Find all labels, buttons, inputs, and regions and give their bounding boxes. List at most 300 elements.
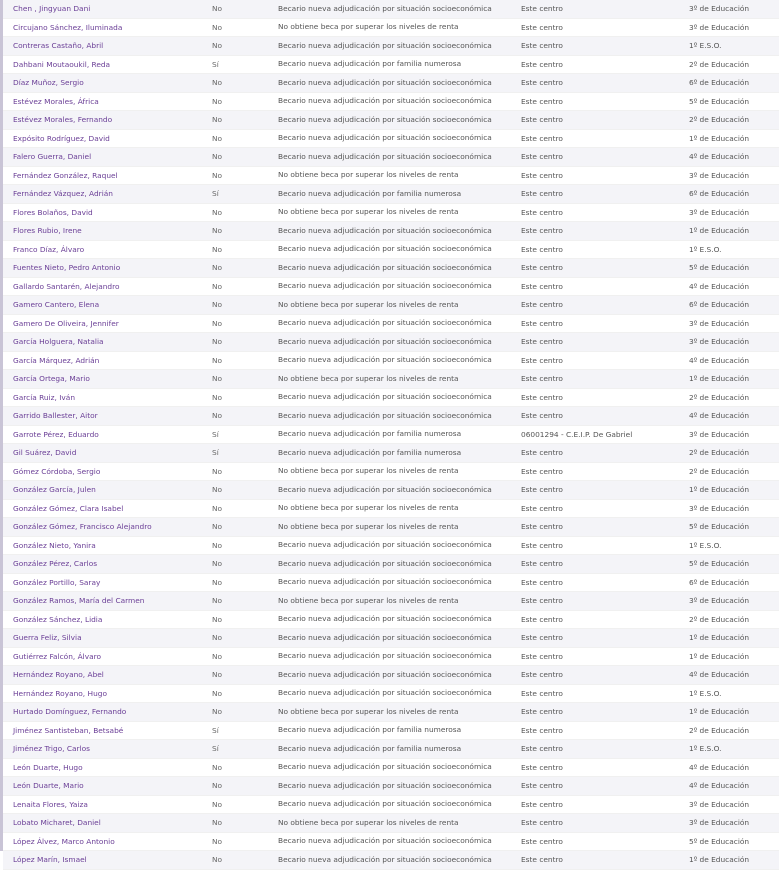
student-name-cell [3,430,212,439]
student-name-link[interactable]: González Sánchez, Lidia [13,614,103,624]
student-name-cell [3,800,212,809]
beca-status-cell: No obtiene beca por superar los niveles de renta [278,521,459,531]
beca-status-cell: Becario nueva adjudicación por situación socioeconómica [278,133,492,143]
curso-cell: 3º de Educación [689,337,750,347]
centro-cell: Este centro [521,670,563,680]
beca-status-cell: Becario nueva adjudicación por situación socioeconómica [278,632,492,642]
repetidor-cell: No [212,96,223,106]
beca-status-cell: Becario nueva adjudicación por situación socioeconómica [278,762,492,772]
table-row [3,740,779,759]
student-name-link[interactable]: Contreras Castaño, Abril [13,41,104,51]
beca-status-cell: Becario nueva adjudicación por situación socioeconómica [278,651,492,661]
student-name-cell [3,300,212,309]
beca-status-cell: Becario nueva adjudicación por situación socioeconómica [278,336,492,346]
table-row [3,463,779,482]
student-name-link[interactable]: Fuentes Nieto, Pedro Antonio [13,263,121,273]
centro-cell: Este centro [521,522,563,532]
beca-status-cell: Becario nueva adjudicación por situación socioeconómica [278,262,492,272]
table-row [3,537,779,556]
centro-cell: Este centro [521,300,563,310]
centro-cell: Este centro [521,651,563,661]
beca-status-cell: No obtiene beca por superar los niveles de renta [278,503,459,513]
table-row [3,703,779,722]
student-name-cell [3,670,212,679]
repetidor-cell: No [212,133,223,143]
table-row [3,685,779,704]
beca-status-cell: Becario nueva adjudicación por situación socioeconómica [278,355,492,365]
repetidor-cell: No [212,411,223,421]
student-name-link[interactable]: Dahbani Moutaoukil, Reda [13,59,111,69]
repetidor-cell: No [212,300,223,310]
student-name-link[interactable]: González Pérez, Carlos [13,559,98,569]
centro-cell: Este centro [521,337,563,347]
table-row [3,0,779,19]
beca-status-cell: No obtiene beca por superar los niveles de renta [278,207,459,217]
table-row [3,555,779,574]
repetidor-cell: No [212,651,223,661]
student-name-link[interactable]: Guerra Feliz, Silvia [13,633,82,643]
table-row [3,111,779,130]
curso-cell: 3º de Educación [689,4,750,14]
beca-status-cell: Becario nueva adjudicación por situación socioeconómica [278,688,492,698]
beca-status-cell: Becario nueva adjudicación por situación socioeconómica [278,392,492,402]
repetidor-cell: No [212,4,223,14]
beca-status-cell: Becario nueva adjudicación por situación socioeconómica [278,318,492,328]
repetidor-cell: No [212,22,223,32]
student-name-link[interactable]: Jiménez Santisteban, Betsabé [13,725,124,735]
student-name-link[interactable]: León Duarte, Hugo [13,762,83,772]
curso-cell: 5º de Educación [689,263,750,273]
beca-status-cell: Becario nueva adjudicación por situación socioeconómica [278,669,492,679]
student-name-cell [3,485,212,494]
table-row [3,259,779,278]
student-name-cell [3,837,212,846]
repetidor-cell: No [212,207,223,217]
student-name-cell [3,97,212,106]
centro-cell: Este centro [521,170,563,180]
centro-cell: Este centro [521,4,563,14]
student-name-link[interactable]: Díaz Muñoz, Sergio [13,78,84,88]
table-row [3,56,779,75]
student-name-cell [3,596,212,605]
centro-cell: Este centro [521,596,563,606]
table-row [3,851,779,870]
table-row [3,204,779,223]
student-name-cell [3,356,212,365]
centro-cell: Este centro [521,41,563,51]
student-name-cell [3,615,212,624]
student-name-link[interactable]: Circujano Sánchez, Iluminada [13,22,123,32]
student-name-link[interactable]: Estévez Morales, África [13,96,99,106]
student-name-link[interactable]: Gallardo Santarén, Alejandro [13,281,120,291]
repetidor-cell: No [212,485,223,495]
centro-cell: Este centro [521,559,563,569]
repetidor-cell: No [212,392,223,402]
beca-status-cell: No obtiene beca por superar los niveles de renta [278,817,459,827]
student-name-cell [3,189,212,198]
student-name-link[interactable]: González Gómez, Clara Isabel [13,503,124,513]
student-name-cell [3,411,212,420]
centro-cell: Este centro [521,725,563,735]
curso-cell: 1º de Educación [689,651,750,661]
student-name-cell [3,171,212,180]
repetidor-cell: No [212,818,223,828]
table-row [3,611,779,630]
curso-cell: 2º de Educación [689,115,750,125]
curso-cell: 1º E.S.O. [689,744,722,754]
student-name-cell [3,781,212,790]
centro-cell: Este centro [521,485,563,495]
student-name-cell [3,374,212,383]
table-row [3,777,779,796]
student-name-cell [3,689,212,698]
curso-cell: 1º E.S.O. [689,244,722,254]
table-row [3,814,779,833]
table-row [3,629,779,648]
table-row [3,426,779,445]
table-row [3,444,779,463]
beca-status-cell: No obtiene beca por superar los niveles de renta [278,299,459,309]
beca-status-cell: Becario nueva adjudicación por situación socioeconómica [278,577,492,587]
curso-cell: 5º de Educación [689,559,750,569]
student-name-cell [3,578,212,587]
table-row [3,296,779,315]
beca-status-cell: No obtiene beca por superar los niveles de renta [278,373,459,383]
centro-cell: Este centro [521,392,563,402]
centro-cell: Este centro [521,152,563,162]
beca-status-cell: No obtiene beca por superar los niveles de renta [278,706,459,716]
student-name-link[interactable]: Gutiérrez Falcón, Álvaro [13,651,102,661]
table-row [3,185,779,204]
table-row [3,574,779,593]
student-name-link[interactable]: García Ruiz, Iván [13,392,76,402]
student-name-link[interactable]: Hernández Royano, Abel [13,670,104,680]
beca-status-cell: No obtiene beca por superar los niveles de renta [278,595,459,605]
student-name-cell [3,393,212,402]
curso-cell: 3º de Educación [689,429,750,439]
repetidor-cell: No [212,577,223,587]
table-row [3,333,779,352]
curso-cell: 1º de Educación [689,855,750,865]
curso-cell: 2º de Educación [689,392,750,402]
centro-cell: Este centro [521,855,563,865]
centro-cell: Este centro [521,96,563,106]
student-name-cell [3,134,212,143]
student-name-cell [3,559,212,568]
curso-cell: 4º de Educación [689,281,750,291]
student-name-link[interactable]: Jiménez Trigo, Carlos [13,744,91,754]
beca-status-cell: Becario nueva adjudicación por situación socioeconómica [278,836,492,846]
repetidor-cell: No [212,540,223,550]
centro-cell: Este centro [521,614,563,624]
repetidor-cell: No [212,115,223,125]
centro-cell: Este centro [521,411,563,421]
student-name-link[interactable]: Garrido Ballester, Aitor [13,411,98,421]
repetidor-cell: No [212,318,223,328]
repetidor-cell: No [212,614,223,624]
repetidor-cell: No [212,503,223,513]
beca-status-cell: Becario nueva adjudicación por situación socioeconómica [278,151,492,161]
centro-cell: Este centro [521,633,563,643]
centro-cell: Este centro [521,374,563,384]
repetidor-cell: No [212,707,223,717]
student-name-cell [3,41,212,50]
centro-cell: Este centro [521,78,563,88]
beca-status-cell: Becario nueva adjudicación por situación socioeconómica [278,854,492,864]
curso-cell: 3º de Educación [689,170,750,180]
student-name-link[interactable]: López Álvez, Marco Antonio [13,836,115,846]
student-name-link[interactable]: García Ortega, Mario [13,374,90,384]
student-name-cell [3,448,212,457]
curso-cell: 2º de Educación [689,614,750,624]
student-name-cell [3,744,212,753]
table-row [3,648,779,667]
repetidor-cell: No [212,226,223,236]
curso-cell: 1º de Educación [689,133,750,143]
student-name-cell [3,319,212,328]
student-name-link[interactable]: Franco Díaz, Álvaro [13,244,85,254]
table-row [3,37,779,56]
repetidor-cell: No [212,799,223,809]
student-name-cell [3,115,212,124]
centro-cell: Este centro [521,226,563,236]
beca-status-cell: Becario nueva adjudicación por situación socioeconómica [278,410,492,420]
student-name-link[interactable]: Flores Bolaños, David [13,207,93,217]
student-name-link[interactable]: García Márquez, Adrián [13,355,100,365]
student-name-cell [3,818,212,827]
repetidor-cell: Sí [212,59,219,69]
curso-cell: 3º de Educación [689,318,750,328]
table-row [3,352,779,371]
beca-status-cell: Becario nueva adjudicación por familia numerosa [278,743,462,753]
curso-cell: 6º de Educación [689,78,750,88]
curso-cell: 1º de Educación [689,485,750,495]
beca-status-cell: Becario nueva adjudicación por situación socioeconómica [278,558,492,568]
centro-cell: Este centro [521,133,563,143]
student-name-link[interactable]: León Duarte, Mario [13,781,84,791]
repetidor-cell: No [212,281,223,291]
centro-cell: Este centro [521,707,563,717]
table-row [3,222,779,241]
student-name-link[interactable]: González Gómez, Francisco Alejandro [13,522,152,532]
repetidor-cell: No [212,374,223,384]
student-name-link[interactable]: González García, Julen [13,485,96,495]
centro-cell: Este centro [521,22,563,32]
student-name-link[interactable]: Flores Rubio, Irene [13,226,82,236]
student-name-link[interactable]: Hurtado Domínguez, Fernando [13,707,127,717]
student-name-cell [3,23,212,32]
beca-status-cell: Becario nueva adjudicación por situación socioeconómica [278,281,492,291]
table-row [3,592,779,611]
curso-cell: 3º de Educación [689,596,750,606]
table-row [3,130,779,149]
repetidor-cell: Sí [212,448,219,458]
repetidor-cell: No [212,688,223,698]
student-name-cell [3,60,212,69]
repetidor-cell: No [212,762,223,772]
table-row [3,74,779,93]
beca-status-cell: Becario nueva adjudicación por familia numerosa [278,59,462,69]
student-name-link[interactable]: Gamero De Oliveira, Jennifer [13,318,119,328]
student-name-link[interactable]: Lenaita Flores, Yaiza [13,799,88,809]
beca-status-cell: Becario nueva adjudicación por situación socioeconómica [278,96,492,106]
curso-cell: 4º de Educación [689,355,750,365]
curso-cell: 2º de Educación [689,725,750,735]
curso-cell: 4º de Educación [689,670,750,680]
student-name-link[interactable]: López Marín, Ismael [13,855,87,865]
repetidor-cell: No [212,244,223,254]
beca-status-cell: Becario nueva adjudicación por situación socioeconómica [278,780,492,790]
curso-cell: 1º E.S.O. [689,540,722,550]
curso-cell: 1º de Educación [689,707,750,717]
beca-status-cell: Becario nueva adjudicación por situación socioeconómica [278,3,492,13]
centro-cell: Este centro [521,540,563,550]
student-name-cell [3,855,212,864]
beca-status-cell: Becario nueva adjudicación por familia numerosa [278,429,462,439]
centro-cell: Este centro [521,59,563,69]
student-name-cell [3,282,212,291]
table-row [3,370,779,389]
table-row [3,796,779,815]
student-name-link[interactable]: Fernández Vázquez, Adrián [13,189,113,199]
table-row [3,278,779,297]
repetidor-cell: No [212,78,223,88]
curso-cell: 1º E.S.O. [689,688,722,698]
student-name-cell [3,504,212,513]
student-name-cell [3,633,212,642]
centro-cell: Este centro [521,355,563,365]
student-name-link[interactable]: García Holguera, Natalia [13,337,104,347]
curso-cell: 4º de Educación [689,781,750,791]
curso-cell: 5º de Educación [689,96,750,106]
student-name-link[interactable]: Expósito Rodríguez, David [13,133,110,143]
repetidor-cell: No [212,559,223,569]
curso-cell: 2º de Educación [689,59,750,69]
curso-cell: 1º de Educación [689,633,750,643]
centro-cell: Este centro [521,189,563,199]
table-row [3,481,779,500]
student-name-cell [3,245,212,254]
centro-cell: Este centro [521,503,563,513]
centro-cell: Este centro [521,263,563,273]
beca-status-cell: Becario nueva adjudicación por familia numerosa [278,188,462,198]
student-name-cell [3,707,212,716]
curso-cell: 2º de Educación [689,466,750,476]
student-name-link[interactable]: González Ramos, María del Carmen [13,596,145,606]
student-name-link[interactable]: Falero Guerra, Daniel [13,152,92,162]
table-row [3,315,779,334]
table-row [3,759,779,778]
student-name-link[interactable]: González Portillo, Saray [13,577,101,587]
curso-cell: 2º de Educación [689,448,750,458]
centro-cell: Este centro [521,207,563,217]
student-name-cell [3,152,212,161]
table-row [3,407,779,426]
student-name-cell [3,226,212,235]
centro-cell: Este centro [521,762,563,772]
curso-cell: 3º de Educación [689,22,750,32]
student-name-cell [3,541,212,550]
table-row [3,241,779,260]
repetidor-cell: No [212,41,223,51]
student-name-cell [3,522,212,531]
curso-cell: 4º de Educación [689,152,750,162]
curso-cell: 3º de Educación [689,207,750,217]
repetidor-cell: No [212,670,223,680]
table-row [3,93,779,112]
student-name-cell [3,467,212,476]
centro-cell: Este centro [521,466,563,476]
student-name-cell [3,78,212,87]
repetidor-cell: Sí [212,189,219,199]
repetidor-cell: Sí [212,429,219,439]
beca-status-cell: No obtiene beca por superar los niveles de renta [278,466,459,476]
centro-cell: Este centro [521,836,563,846]
beca-status-cell: Becario nueva adjudicación por familia numerosa [278,725,462,735]
beca-status-cell: No obtiene beca por superar los niveles de renta [278,22,459,32]
table-row [3,722,779,741]
curso-cell: 1º de Educación [689,374,750,384]
curso-cell: 3º de Educación [689,503,750,513]
beca-status-cell: Becario nueva adjudicación por situación socioeconómica [278,40,492,50]
curso-cell: 6º de Educación [689,189,750,199]
student-name-link[interactable]: Garrote Pérez, Eduardo [13,429,99,439]
student-name-cell [3,4,212,13]
repetidor-cell: No [212,522,223,532]
repetidor-cell: No [212,466,223,476]
repetidor-cell: No [212,355,223,365]
student-name-cell [3,337,212,346]
student-name-cell [3,208,212,217]
centro-cell: Este centro [521,688,563,698]
beca-status-cell: Becario nueva adjudicación por situación socioeconómica [278,484,492,494]
centro-cell: Este centro [521,818,563,828]
curso-cell: 1º E.S.O. [689,41,722,51]
beca-status-cell: Becario nueva adjudicación por situación socioeconómica [278,225,492,235]
curso-cell: 6º de Educación [689,577,750,587]
repetidor-cell: No [212,596,223,606]
student-name-link[interactable]: Fernández González, Raquel [13,170,118,180]
student-name-link[interactable]: Lobato Micharet, Daniel [13,818,101,828]
beca-status-cell: Becario nueva adjudicación por familia numerosa [278,447,462,457]
student-name-link[interactable]: Gil Suárez, David [13,448,77,458]
student-name-link[interactable]: Gamero Cantero, Elena [13,300,100,310]
centro-cell: Este centro [521,244,563,254]
centro-cell: 06001294 - C.E.I.P. De Gabriel [521,429,633,439]
table-row [3,389,779,408]
student-name-link[interactable]: Chen , Jingyuan Dani [13,4,91,14]
student-name-link[interactable]: Gómez Córdoba, Sergio [13,466,101,476]
table-row [3,148,779,167]
student-name-link[interactable]: Estévez Morales, Fernando [13,115,113,125]
table-row [3,833,779,852]
curso-cell: 5º de Educación [689,522,750,532]
repetidor-cell: No [212,263,223,273]
repetidor-cell: No [212,836,223,846]
student-name-link[interactable]: González Nieto, Yanira [13,540,96,550]
centro-cell: Este centro [521,744,563,754]
centro-cell: Este centro [521,781,563,791]
beca-status-cell: Becario nueva adjudicación por situación socioeconómica [278,799,492,809]
student-name-cell [3,763,212,772]
student-name-link[interactable]: Hernández Royano, Hugo [13,688,107,698]
centro-cell: Este centro [521,318,563,328]
student-name-cell [3,652,212,661]
table-row [3,518,779,537]
centro-cell: Este centro [521,799,563,809]
repetidor-cell: Sí [212,744,219,754]
repetidor-cell: No [212,633,223,643]
